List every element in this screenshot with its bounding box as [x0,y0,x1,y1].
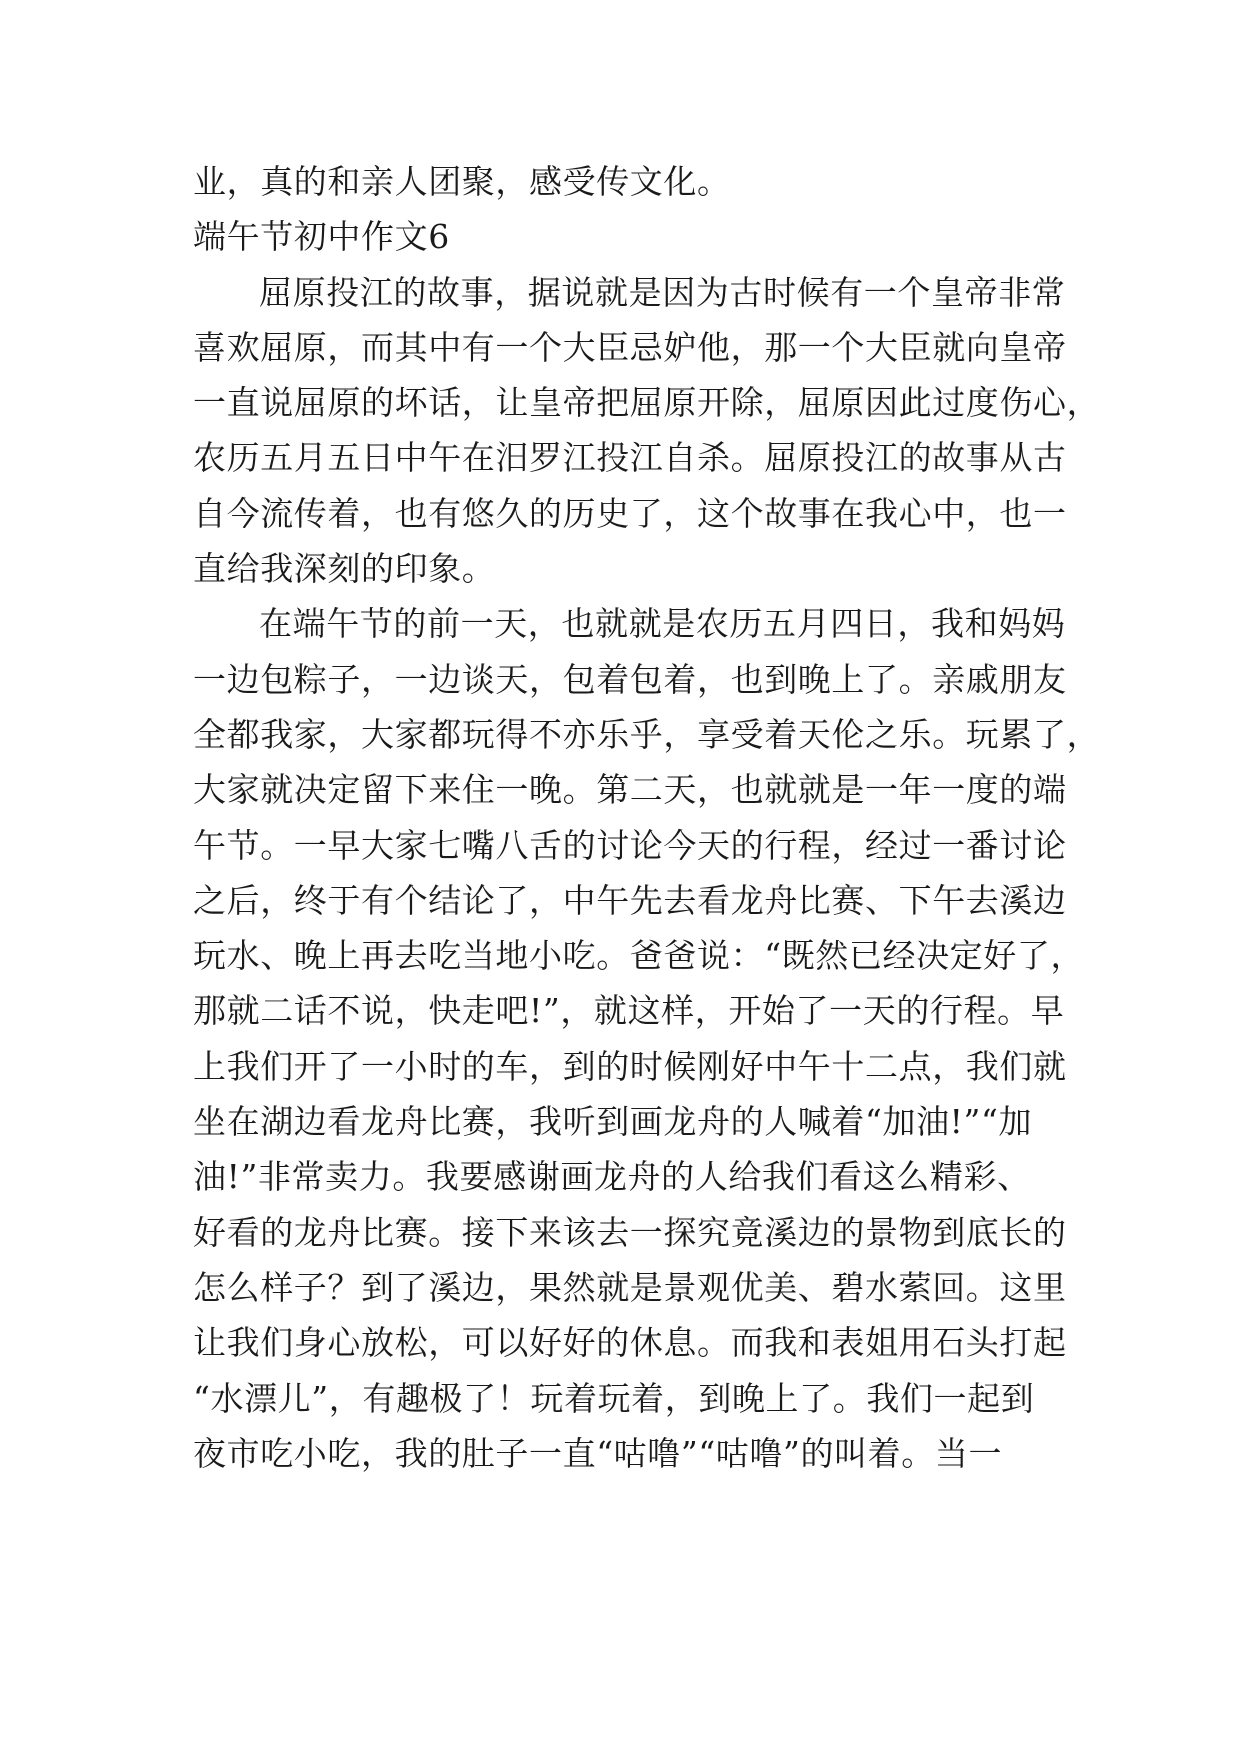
text-line: 玩水、晚上再去吃当地小吃。爸爸说：“既然已经决定好了， [193,936,1085,976]
text-line: 农历五月五日中午在汨罗江投江自杀。屈原投江的故事从古 [193,438,1067,478]
text-line: 怎么样子？到了溪边，果然就是景观优美、碧水萦回。这里 [193,1267,1067,1307]
paragraph-first-line: 在端午节的前一天，也就就是农历五月四日，我和妈妈 [259,604,1066,644]
text-line: 大家就决定留下来住一晚。第二天，也就就是一年一度的端 [193,770,1067,810]
text-line: 一直说屈原的坏话，让皇帝把屈原开除，屈原因此过度伤心， [193,383,1101,423]
text-line: 之后，终于有个结论了，中午先去看龙舟比赛、下午去溪边 [193,880,1067,920]
text-line: “水漂儿”，有趣极了！玩着玩着，到晚上了。我们一起到 [193,1378,1035,1418]
text-line: 好看的龙舟比赛。接下来该去一探究竟溪边的景物到底长的 [193,1212,1067,1252]
text-line: 全都我家，大家都玩得不亦乐乎，享受着天伦之乐。玩累了， [193,714,1101,754]
text-line: 那就二话不说，快走吧!”，就这样，开始了一天的行程。早 [193,991,1065,1031]
document-body [193,154,1101,1481]
text-line: 油!”非常卖力。我要感谢画龙舟的人给我们看这么精彩、 [193,1157,1031,1197]
text-line: 自今流传着，也有悠久的历史了，这个故事在我心中，也一 [193,493,1067,533]
text-line: 坐在湖边看龙舟比赛，我听到画龙舟的人喊着“加油!”“加 [193,1102,1033,1142]
text-line: 一边包粽子，一边谈天，包着包着，也到晚上了。亲戚朋友 [193,659,1067,699]
paragraph-first-line: 屈原投江的故事，据说就是因为古时候有一个皇帝非常 [259,272,1066,312]
text-line: 喜欢屈原，而其中有一个大臣忌妒他，那一个大臣就向皇帝 [193,327,1067,367]
text-line: 午节。一早大家七嘴八舌的讨论今天的行程，经过一番讨论 [193,825,1067,865]
text-line: 直给我深刻的印象。 [193,549,496,589]
text-line: 上我们开了一小时的车，到的时候刚好中午十二点，我们就 [193,1046,1067,1086]
text-line: 夜市吃小吃，我的肚子一直“咕噜”“咕噜”的叫着。当一 [193,1433,1003,1473]
text-line: 业，真的和亲人团聚，感受传文化。 [193,162,731,201]
section-heading: 端午节初中作文6 [193,217,450,257]
text-line: 让我们身心放松，可以好好的休息。而我和表姐用石头打起 [193,1323,1067,1363]
